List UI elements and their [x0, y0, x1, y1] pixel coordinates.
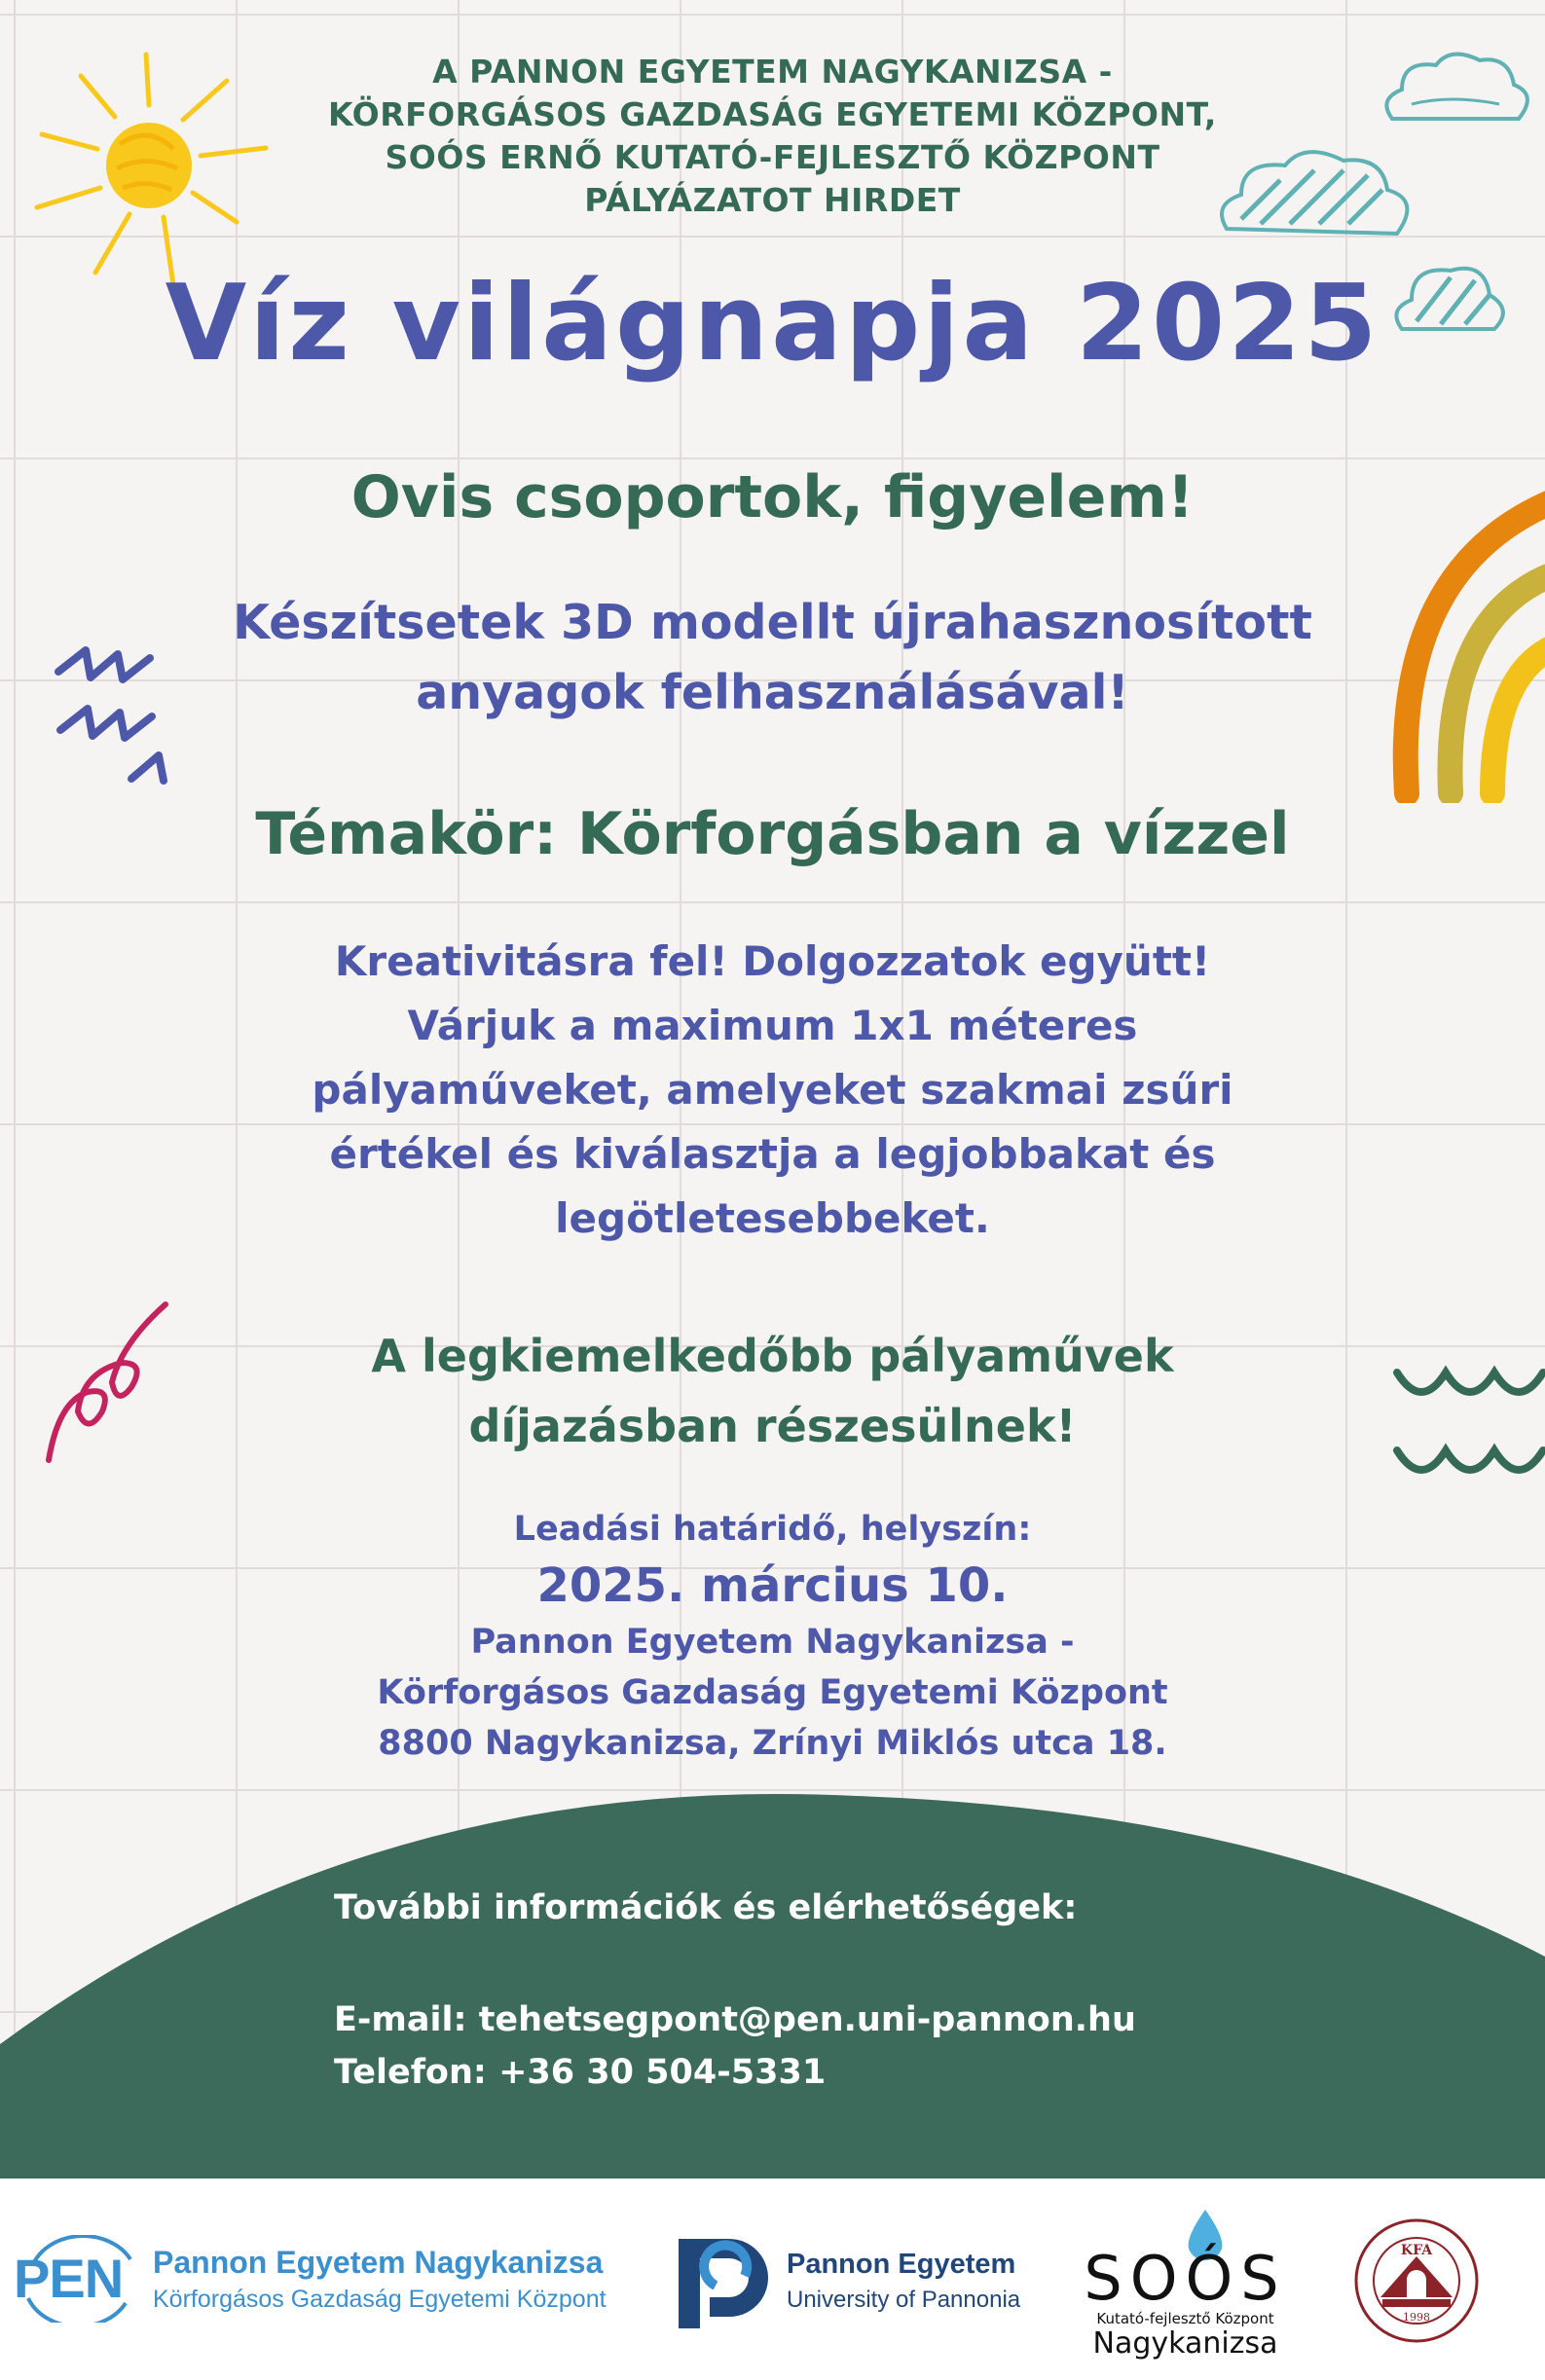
- kfa-logo: [1353, 2217, 1480, 2344]
- kfa-mark: KFA: [1400, 2243, 1433, 2258]
- footer-logos: [0, 2179, 1545, 2380]
- task-line: anyagok felhasználásával!: [416, 665, 1129, 720]
- pannon-mark-icon: [677, 2229, 774, 2331]
- header-line: KÖRFORGÁSOS GAZDASÁG EGYETEMI KÖZPONT,: [328, 95, 1217, 133]
- address-line: 8800 Nagykanizsa, Zrínyi Miklós utca 18.: [378, 1724, 1167, 1763]
- award-text: [0, 1321, 1545, 1461]
- description-line: Kreativitásra fel! Dolgozzatok együtt!: [334, 937, 1211, 985]
- address-line: Körforgásos Gazdaság Egyetemi Központ: [377, 1673, 1168, 1712]
- contact-heading: További információk és elérhetőségek:: [334, 1888, 1078, 1927]
- description-line: pályaműveket, amelyeket szakmai zsűri: [312, 1066, 1233, 1114]
- deadline-date: 2025. március 10.: [536, 1558, 1009, 1613]
- award-line: díjazásban részesülnek!: [468, 1400, 1077, 1452]
- address-line: Pannon Egyetem Nagykanizsa -: [470, 1623, 1075, 1662]
- task-text: [0, 588, 1545, 728]
- kfa-year: 1998: [1403, 2311, 1430, 2324]
- pannon-subtitle: University of Pannonia: [787, 2287, 1021, 2313]
- description-line: legötletesebbeket.: [555, 1194, 990, 1242]
- pen-subtitle: Körforgásos Gazdaság Egyetemi Központ: [153, 2286, 607, 2313]
- kfa-seal-icon: [1353, 2217, 1480, 2344]
- header-line: SOÓS ERNŐ KUTATÓ-FEJLESZTŐ KÖZPONT: [385, 138, 1160, 176]
- soos-city: Nagykanizsa: [1092, 2326, 1278, 2361]
- header-line: PÁLYÁZATOT HIRDET: [584, 181, 961, 219]
- description-line: értékel és kiválasztja a legjobbakat és: [329, 1130, 1216, 1178]
- award-line: A legkiemelkedőbb pályaművek: [371, 1330, 1174, 1382]
- description-text: [0, 930, 1545, 1251]
- soos-subtitle: Kutató-fejlesztő Központ: [1096, 2310, 1274, 2327]
- pen-name: Pannon Egyetem Nagykanizsa: [153, 2245, 604, 2280]
- organizer-header: [0, 51, 1545, 222]
- contact-background: [0, 1791, 1545, 2180]
- pannon-logo: [677, 2229, 1047, 2336]
- pen-mark: PEN: [14, 2248, 124, 2309]
- deadline-section: [0, 1504, 1545, 1769]
- page-title: Víz világnapja 2025: [165, 263, 1380, 384]
- task-line: Készítsetek 3D modellt újrahasznosított: [233, 595, 1312, 650]
- header-line: A PANNON EGYETEM NAGYKANIZSA -: [432, 53, 1113, 91]
- topic-heading: Témakör: Körforgásban a vízzel: [255, 800, 1290, 868]
- contact-phone[interactable]: Telefon: +36 30 504-5331: [334, 2053, 827, 2092]
- contact-email[interactable]: E-mail: tehetsegpont@pen.uni-pannon.hu: [334, 2000, 1136, 2039]
- soos-logo: [1076, 2208, 1295, 2363]
- audience-heading: Ovis csoportok, figyelem!: [350, 463, 1195, 531]
- pannon-name: Pannon Egyetem: [787, 2249, 1016, 2280]
- soos-mark: SOÓS: [1084, 2243, 1287, 2314]
- pen-logo: [12, 2235, 674, 2323]
- deadline-label: Leadási határidő, helyszín:: [513, 1510, 1032, 1549]
- description-line: Várjuk a maximum 1x1 méteres: [407, 1002, 1138, 1049]
